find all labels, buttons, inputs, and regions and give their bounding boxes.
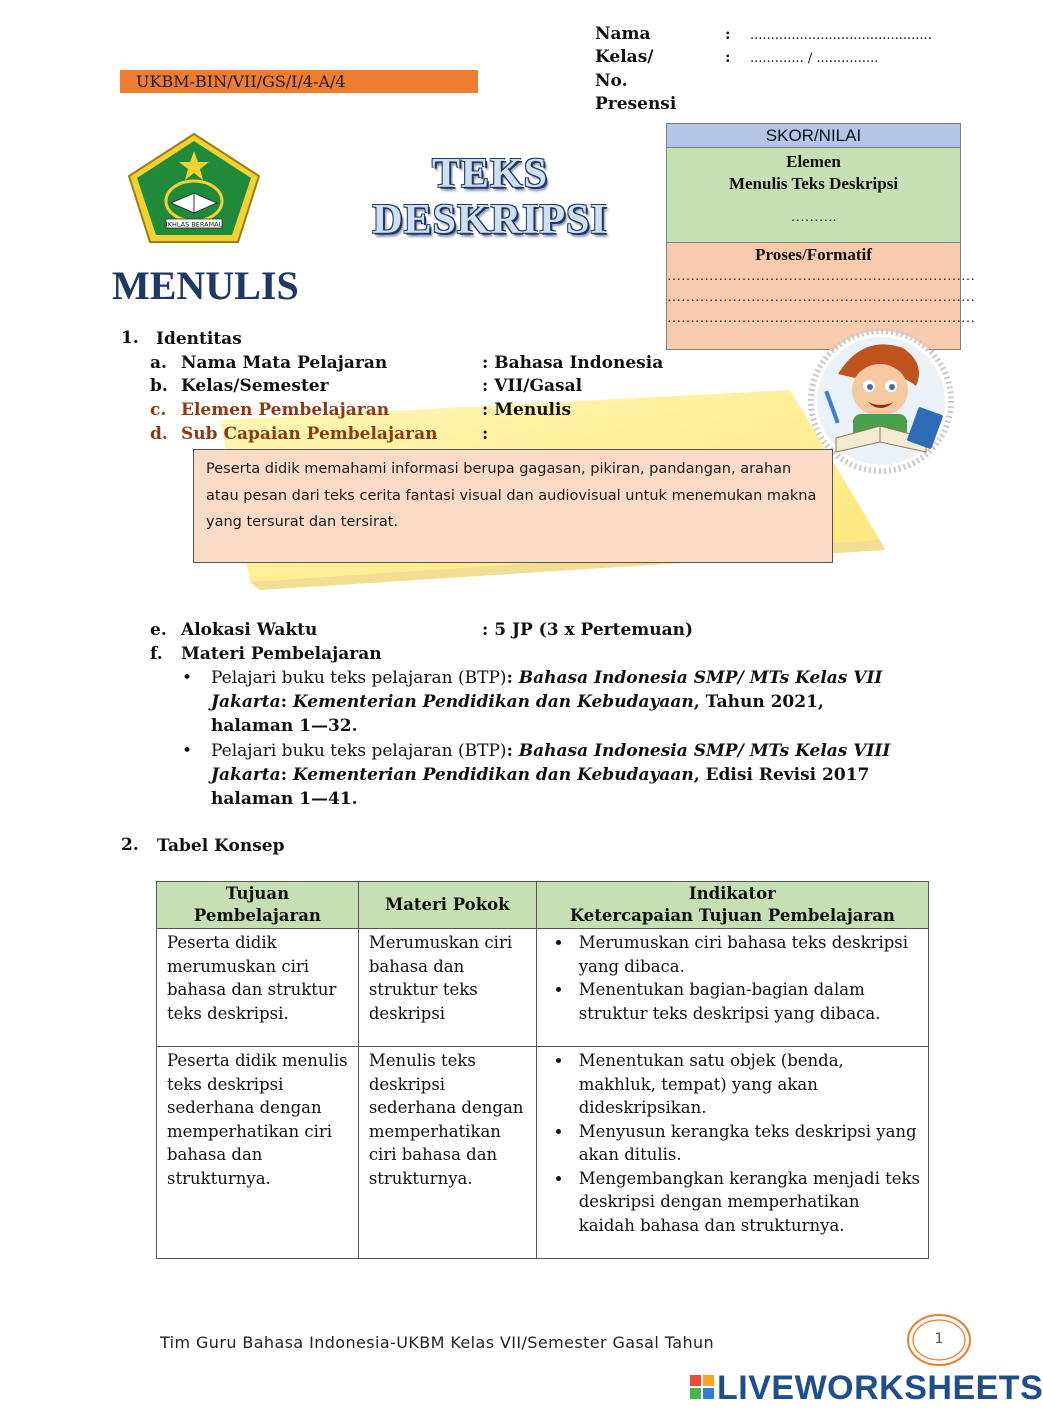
materi-rest: , Edisi Revisi 2017 halaman 1—41.: [211, 765, 870, 809]
presensi-label: Presensi: [595, 94, 677, 114]
materi-city: Jakarta: [211, 765, 281, 785]
score-header: SKOR/NILAI: [667, 124, 960, 148]
header-indikator-line2: Ketercapaian Tujuan Pembelajaran: [569, 906, 895, 925]
materi-colon: :: [280, 765, 287, 785]
table-header-row: [157, 882, 929, 929]
cell-tujuan: Peserta didik merumuskan ciri bahasa dan struktur teks deskripsi.: [157, 929, 359, 1047]
table-row: [157, 929, 929, 1047]
nama-colon: :: [725, 25, 731, 43]
page-number: 1: [934, 1331, 944, 1347]
item-f-letter: f.: [150, 644, 163, 664]
kelas-input[interactable]: ............. / ...............: [750, 51, 879, 66]
item-d-value: :: [482, 424, 489, 444]
item-a-label: Nama Mata Pelajaran: [181, 353, 388, 373]
cell-materi: Menulis teks deskripsi sederhana dengan memperhatikan ciri bahasa dan strukturnya.: [358, 1047, 536, 1259]
kelas-label: Kelas/: [595, 47, 654, 67]
section-1-title: Identitas: [156, 329, 242, 349]
cell-materi: Merumuskan ciri bahasa dan struktur teks deskripsi: [358, 929, 536, 1047]
title-line-1: TEKS: [431, 151, 549, 197]
nama-label: Nama: [595, 24, 651, 44]
footer-text: Tim Guru Bahasa Indonesia-UKBM Kelas VII/Semester Gasal Tahun: [160, 1333, 715, 1352]
item-b-letter: b.: [150, 376, 168, 396]
elemen-score-input[interactable]: ……….: [790, 210, 837, 225]
item-b-value: : VII/Gasal: [482, 376, 583, 396]
materi-prefix: Pelajari buku teks pelajaran (BTP): [211, 741, 507, 761]
item-c-label: Elemen Pembelajaran: [181, 400, 390, 420]
materi-list: [180, 666, 900, 811]
item-d-label: Sub Capaian Pembelajaran: [181, 424, 438, 444]
section-2-number: 2.: [121, 835, 139, 855]
indikator-item: • Mengembangkan kerangka menjadi teks deskripsi dengan memperhatikan kaidah bahasa dan strukturnya.: [573, 1167, 920, 1238]
proses-label: Proses/Formatif: [755, 245, 872, 264]
cell-tujuan: Peserta didik menulis teks deskripsi sederhana dengan memperhatikan ciri bahasa dan strukturnya.: [157, 1047, 359, 1259]
header-tujuan-line2: Pembelajaran: [193, 906, 321, 925]
kelas-colon: :: [725, 48, 731, 66]
subtitle-menulis: MENULIS: [112, 263, 299, 308]
materi-city: Jakarta: [211, 692, 281, 712]
logo-caption: IKHLAS BERAMAL: [165, 220, 223, 229]
nama-input[interactable]: ............................................: [750, 28, 932, 43]
materi-colon: :: [280, 692, 287, 712]
materi-book-title: Bahasa Indonesia SMP/ MTs Kelas VII: [512, 668, 883, 688]
header-tujuan-line1: Tujuan: [225, 884, 290, 903]
materi-publisher: Kementerian Pendidikan dan Kebudayaan: [286, 765, 694, 785]
indikator-item: • Merumuskan ciri bahasa teks deskripsi yang dibaca.: [573, 931, 920, 978]
bullet-dot: •: [182, 741, 193, 761]
elemen-value: Menulis Teks Deskripsi: [728, 174, 899, 193]
materi-book-title: Bahasa Indonesia SMP/ MTs Kelas VIII: [512, 741, 891, 761]
item-c-value: : Menulis: [482, 400, 572, 420]
cell-indikator: [536, 929, 928, 1047]
item-e-label: Alokasi Waktu: [181, 620, 318, 640]
item-e-value: : 5 JP (3 x Pertemuan): [482, 620, 694, 640]
concept-table: [156, 881, 929, 1259]
header-indikator-line1: Indikator: [688, 884, 776, 903]
section-1-number: 1.: [121, 328, 139, 348]
materi-colon: :: [506, 668, 513, 688]
page-title: [370, 151, 610, 243]
item-f-label: Materi Pembelajaran: [181, 644, 382, 664]
capaian-box: [193, 449, 833, 563]
indikator-item: • Menyusun kerangka teks deskripsi yang akan ditulis.: [573, 1120, 920, 1167]
ukbm-code: UKBM-BIN/VII/GS/I/4-A/4: [136, 72, 346, 91]
proses-line[interactable]: …………………………………………………………: [667, 311, 975, 326]
page-number-badge: [906, 1312, 972, 1368]
table-row: [157, 1047, 929, 1259]
kemenag-logo: [126, 131, 262, 245]
item-d-letter: d.: [150, 424, 168, 444]
section-2-title: Tabel Konsep: [157, 836, 285, 856]
item-e-letter: e.: [150, 620, 167, 640]
cell-indikator: [536, 1047, 928, 1259]
header-indikator: [536, 882, 928, 929]
header-materi: Materi Pokok: [358, 882, 536, 929]
score-elemen: [667, 148, 960, 243]
item-c-letter: c.: [150, 400, 167, 420]
no-label: No.: [595, 71, 628, 91]
indikator-item: • Menentukan bagian-bagian dalam struktur teks deskripsi yang dibaca.: [573, 978, 920, 1025]
item-a-letter: a.: [150, 353, 167, 373]
bullet-dot: •: [182, 668, 193, 688]
liveworksheets-watermark[interactable]: LIVEWORKSHEETS: [717, 1369, 1043, 1407]
item-b-label: Kelas/Semester: [181, 376, 329, 396]
elemen-label: Elemen: [786, 152, 841, 171]
materi-bullet: [180, 739, 900, 811]
materi-bullet: [180, 666, 900, 738]
materi-publisher: Kementerian Pendidikan dan Kebudayaan: [286, 692, 694, 712]
header-tujuan: [157, 882, 359, 929]
ukbm-code-bar: [120, 70, 478, 93]
indikator-item: • Menentukan satu objek (benda, makhluk, tempat) yang akan dideskripsikan.: [573, 1049, 920, 1120]
title-line-2: DESKRIPSI: [372, 197, 608, 243]
materi-rest: , Tahun 2021, halaman 1—32.: [211, 692, 824, 736]
proses-line[interactable]: …………………………………………………………: [667, 290, 975, 305]
materi-colon: :: [506, 741, 513, 761]
materi-prefix: Pelajari buku teks pelajaran (BTP): [211, 668, 507, 688]
proses-line[interactable]: …………………………………………………………: [667, 269, 975, 284]
item-a-value: : Bahasa Indonesia: [482, 353, 664, 373]
capaian-text: Peserta didik memahami informasi berupa gagasan, pikiran, pandangan, arahan atau pesan dari teks cerita fantasi visual dan audiovisual untuk menemukan makna yang tersurat dan tersirat.: [206, 461, 817, 530]
liveworksheets-logo-icon: [690, 1375, 714, 1399]
score-box: [666, 123, 975, 350]
